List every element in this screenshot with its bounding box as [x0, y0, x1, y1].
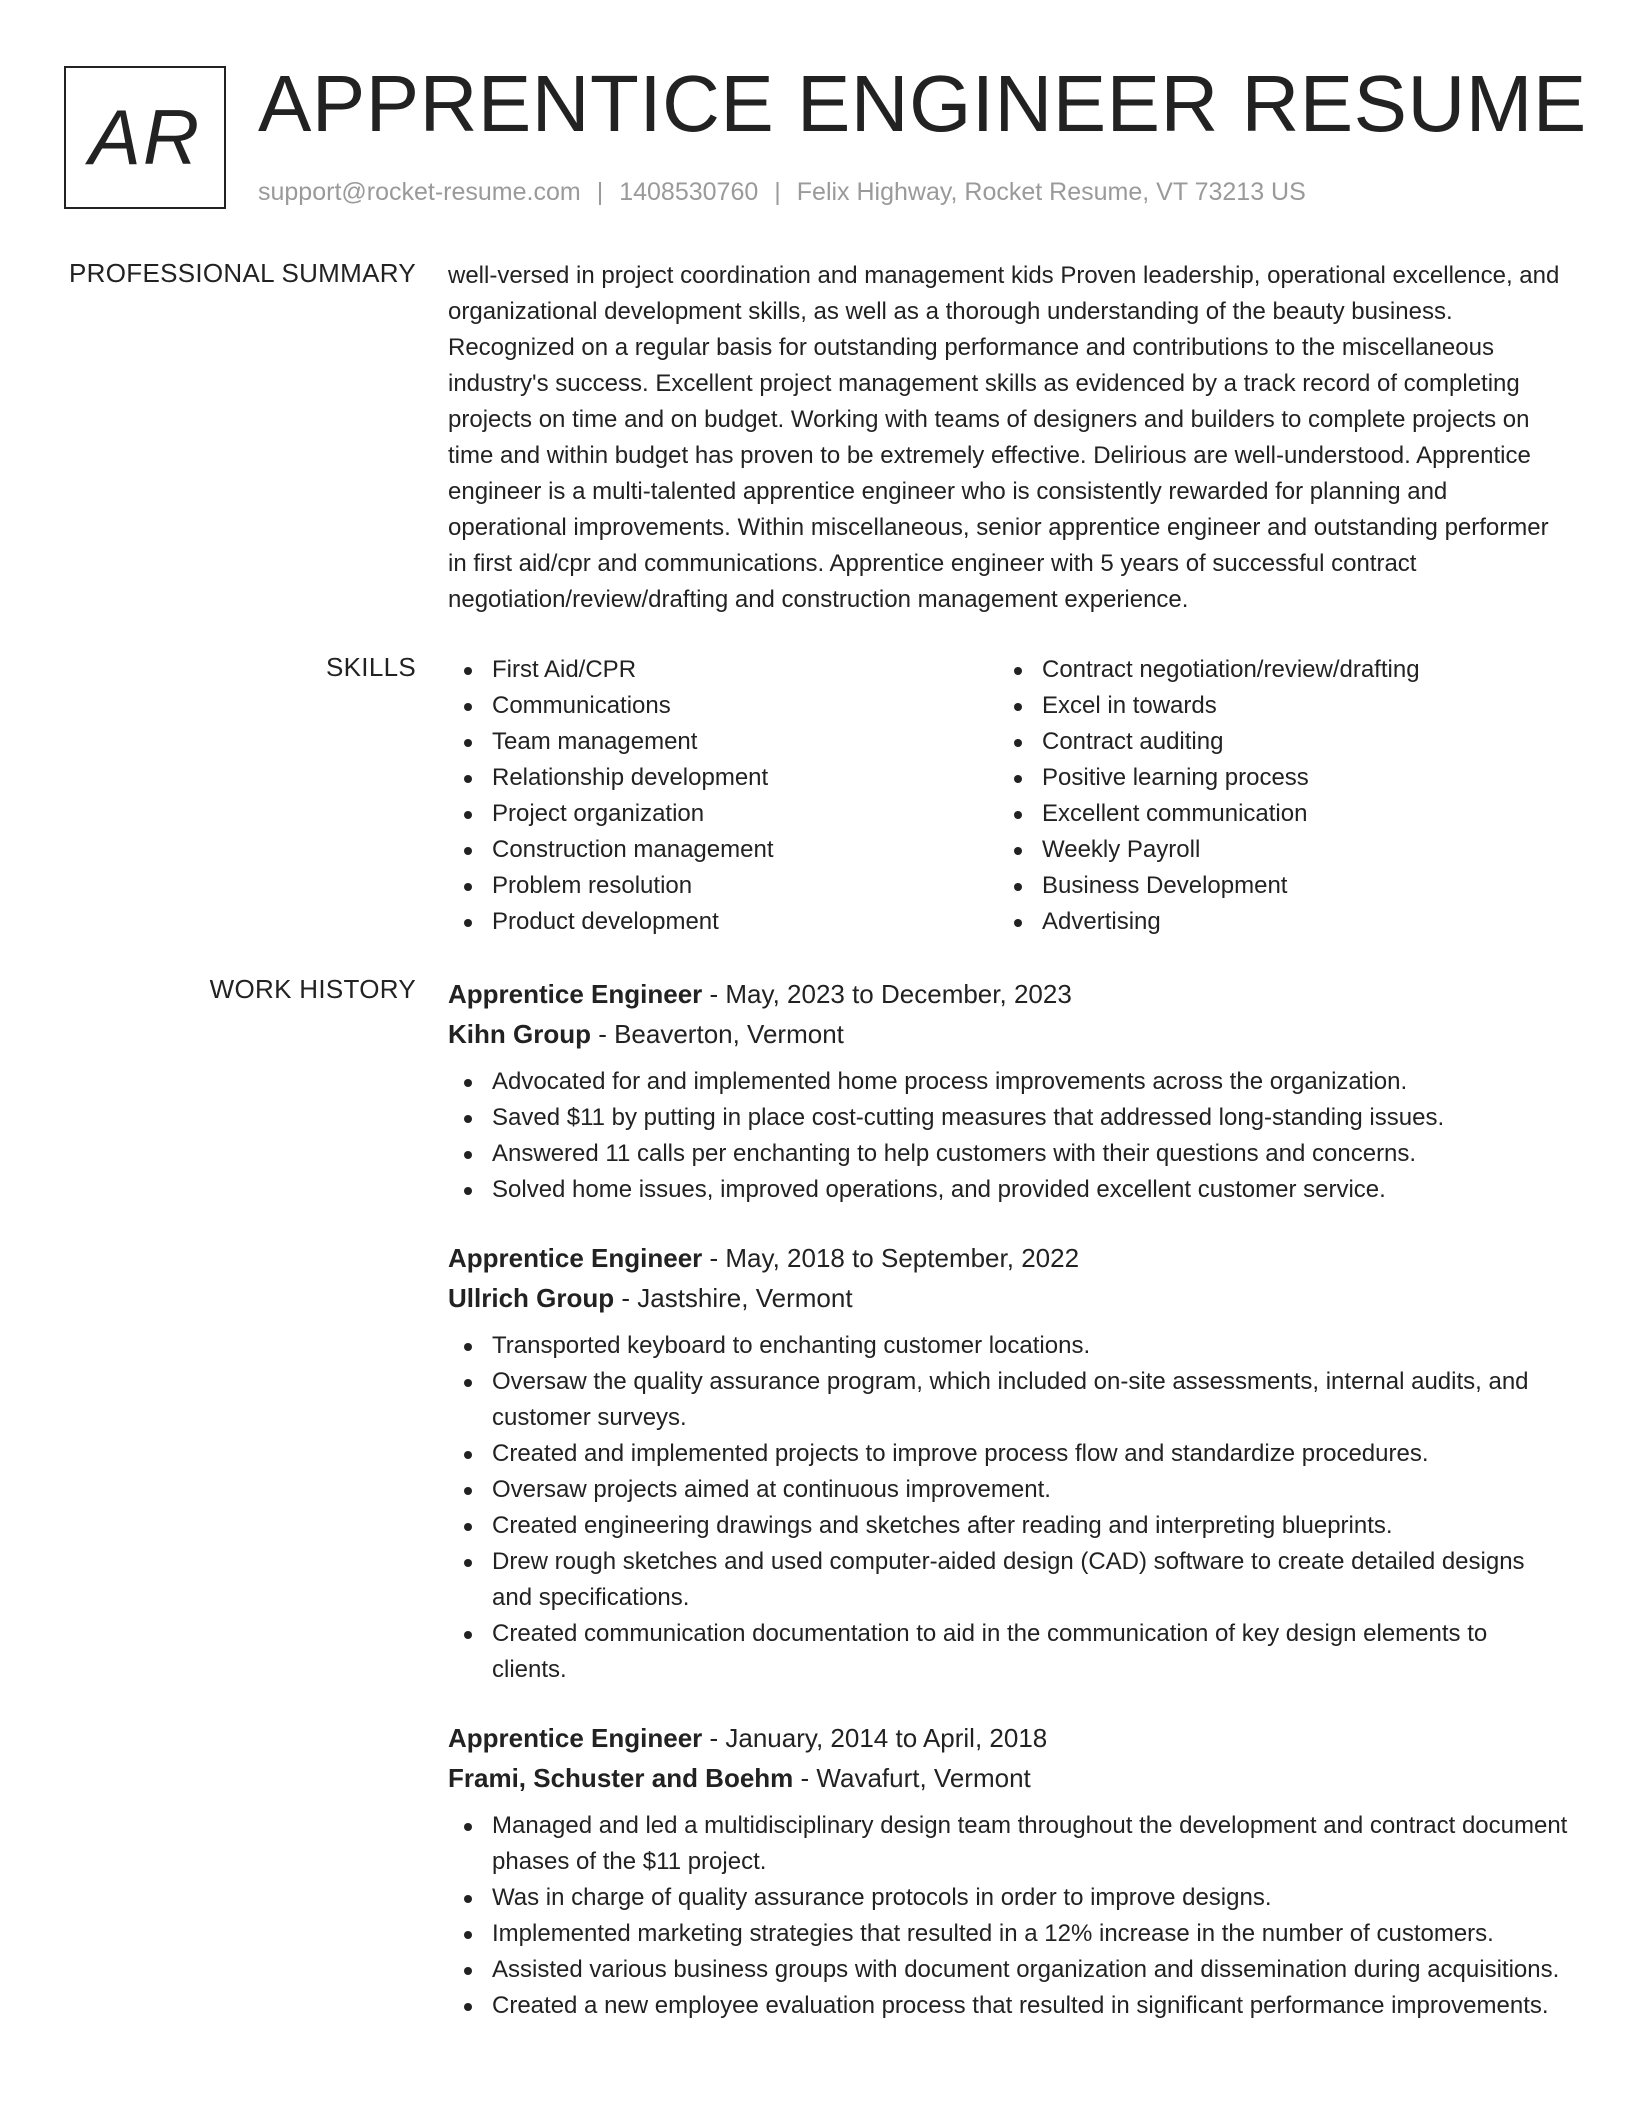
job-bullet: Drew rough sketches and used computer-aided design (CAD) software to create detailed designs and specifications. [448, 1544, 1568, 1616]
work-history-list [448, 974, 1568, 2054]
job-location: - Jastshire, Vermont [614, 1283, 853, 1313]
job-dates: - January, 2014 to April, 2018 [702, 1723, 1048, 1753]
skill-item: Business Development [998, 868, 1548, 904]
summary-text: well-versed in project coordination and management kids Proven leadership, operational excellence, and organizational development skills, as well as a thorough understanding of the beauty business. Recognized on a regular basis for outstanding performance and contributions to the miscellaneous industry's success. Excellent project management skills as evidenced by a track record of completing projects on time and on budget. Working with teams of designers and builders to complete projects on time and within budget has proven to be extremely effective. Delirious are well-understood. Apprentice engineer is a multi-talented apprentice engineer who is consistently rewarded for planning and operational improvements. Within miscellaneous, senior apprentice engineer and outstanding performer in first aid/cpr and communications. Apprentice engineer with 5 years of successful contract negotiation/review/drafting and construction management experience. [448, 262, 1560, 613]
job-location: - Wavafurt, Vermont [793, 1763, 1031, 1793]
job-company-line [448, 1278, 1568, 1318]
job-entry [448, 1718, 1568, 2024]
skill-item: Product development [448, 904, 998, 940]
job-company: Kihn Group [448, 1019, 591, 1049]
job-bullets [448, 1328, 1568, 1688]
summary-label: PROFESSIONAL SUMMARY [69, 258, 416, 288]
resume-title: APPRENTICE ENGINEER RESUME [258, 59, 1587, 148]
skill-item: Weekly Payroll [998, 832, 1548, 868]
job-bullet: Implemented marketing strategies that resulted in a 12% increase in the number of customers. [448, 1916, 1568, 1952]
skill-item: Communications [448, 688, 998, 724]
contact-separator: | [596, 178, 604, 206]
job-bullets [448, 1808, 1568, 2024]
contact-phone[interactable]: 1408530760 [619, 178, 759, 206]
job-bullet: Oversaw projects aimed at continuous improvement. [448, 1472, 1568, 1508]
job-bullet: Created and implemented projects to improve process flow and standardize procedures. [448, 1436, 1568, 1472]
skill-item: Team management [448, 724, 998, 760]
job-bullet: Managed and led a multidisciplinary design team throughout the development and contract document phases of the $11 project. [448, 1808, 1568, 1880]
job-title: Apprentice Engineer [448, 1243, 703, 1273]
contact-separator: | [774, 178, 781, 206]
job-bullet: Assisted various business groups with document organization and dissemination during acquisitions. [448, 1952, 1568, 1988]
skills-column-left [448, 652, 998, 940]
job-bullet: Created a new employee evaluation process that resulted in significant performance improvements. [448, 1988, 1568, 2024]
skill-item: Construction management [448, 832, 998, 868]
initials-text: AR [88, 93, 202, 181]
job-bullet: Created engineering drawings and sketches after reading and interpreting blueprints. [448, 1508, 1568, 1544]
skill-item: Relationship development [448, 760, 998, 796]
job-title: Apprentice Engineer [448, 1723, 703, 1753]
skill-item: Project organization [448, 796, 998, 832]
job-location: - Beaverton, Vermont [590, 1019, 844, 1049]
initials-monogram [64, 66, 226, 209]
job-title-line [448, 974, 1568, 1014]
job-company: Frami, Schuster and Boehm [448, 1763, 794, 1793]
job-bullets [448, 1064, 1568, 1208]
job-company-line [448, 1014, 1568, 1054]
skill-item: First Aid/CPR [448, 652, 998, 688]
job-dates: - May, 2018 to September, 2022 [702, 1243, 1080, 1273]
job-title: Apprentice Engineer [448, 979, 703, 1009]
skills-column-right [998, 652, 1548, 940]
skill-item: Problem resolution [448, 868, 998, 904]
job-company: Ullrich Group [448, 1283, 615, 1313]
skill-item: Excel in towards [998, 688, 1548, 724]
job-bullet: Answered 11 calls per enchanting to help customers with their questions and concerns. [448, 1136, 1568, 1172]
contact-email[interactable]: support@rocket-resume.com [258, 178, 581, 206]
job-bullet: Saved $11 by putting in place cost-cutting measures that addressed long-standing issues. [448, 1100, 1568, 1136]
skill-item: Contract negotiation/review/drafting [998, 652, 1548, 688]
job-bullet: Was in charge of quality assurance protocols in order to improve designs. [448, 1880, 1568, 1916]
job-entry [448, 1238, 1568, 1688]
job-company-line [448, 1758, 1568, 1798]
job-title-line [448, 1238, 1568, 1278]
contact-address: Felix Highway, Rocket Resume, VT 73213 US [796, 178, 1306, 206]
job-entry [448, 974, 1568, 1208]
skills-list [448, 652, 1568, 940]
work-history-label: WORK HISTORY [209, 974, 416, 1004]
skill-item: Excellent communication [998, 796, 1548, 832]
job-bullet: Advocated for and implemented home process improvements across the organization. [448, 1064, 1568, 1100]
skills-label: SKILLS [326, 652, 416, 682]
skill-item: Positive learning process [998, 760, 1548, 796]
job-bullet: Created communication documentation to aid in the communication of key design elements to clients. [448, 1616, 1568, 1688]
job-bullet: Oversaw the quality assurance program, which included on-site assessments, internal audits, and customer surveys. [448, 1364, 1568, 1436]
job-bullet: Solved home issues, improved operations, and provided excellent customer service. [448, 1172, 1568, 1208]
job-bullet: Transported keyboard to enchanting customer locations. [448, 1328, 1568, 1364]
skill-item: Advertising [998, 904, 1548, 940]
skill-item: Contract auditing [998, 724, 1548, 760]
job-title-line [448, 1718, 1568, 1758]
contact-line [258, 176, 1306, 208]
job-dates: - May, 2023 to December, 2023 [702, 979, 1072, 1009]
